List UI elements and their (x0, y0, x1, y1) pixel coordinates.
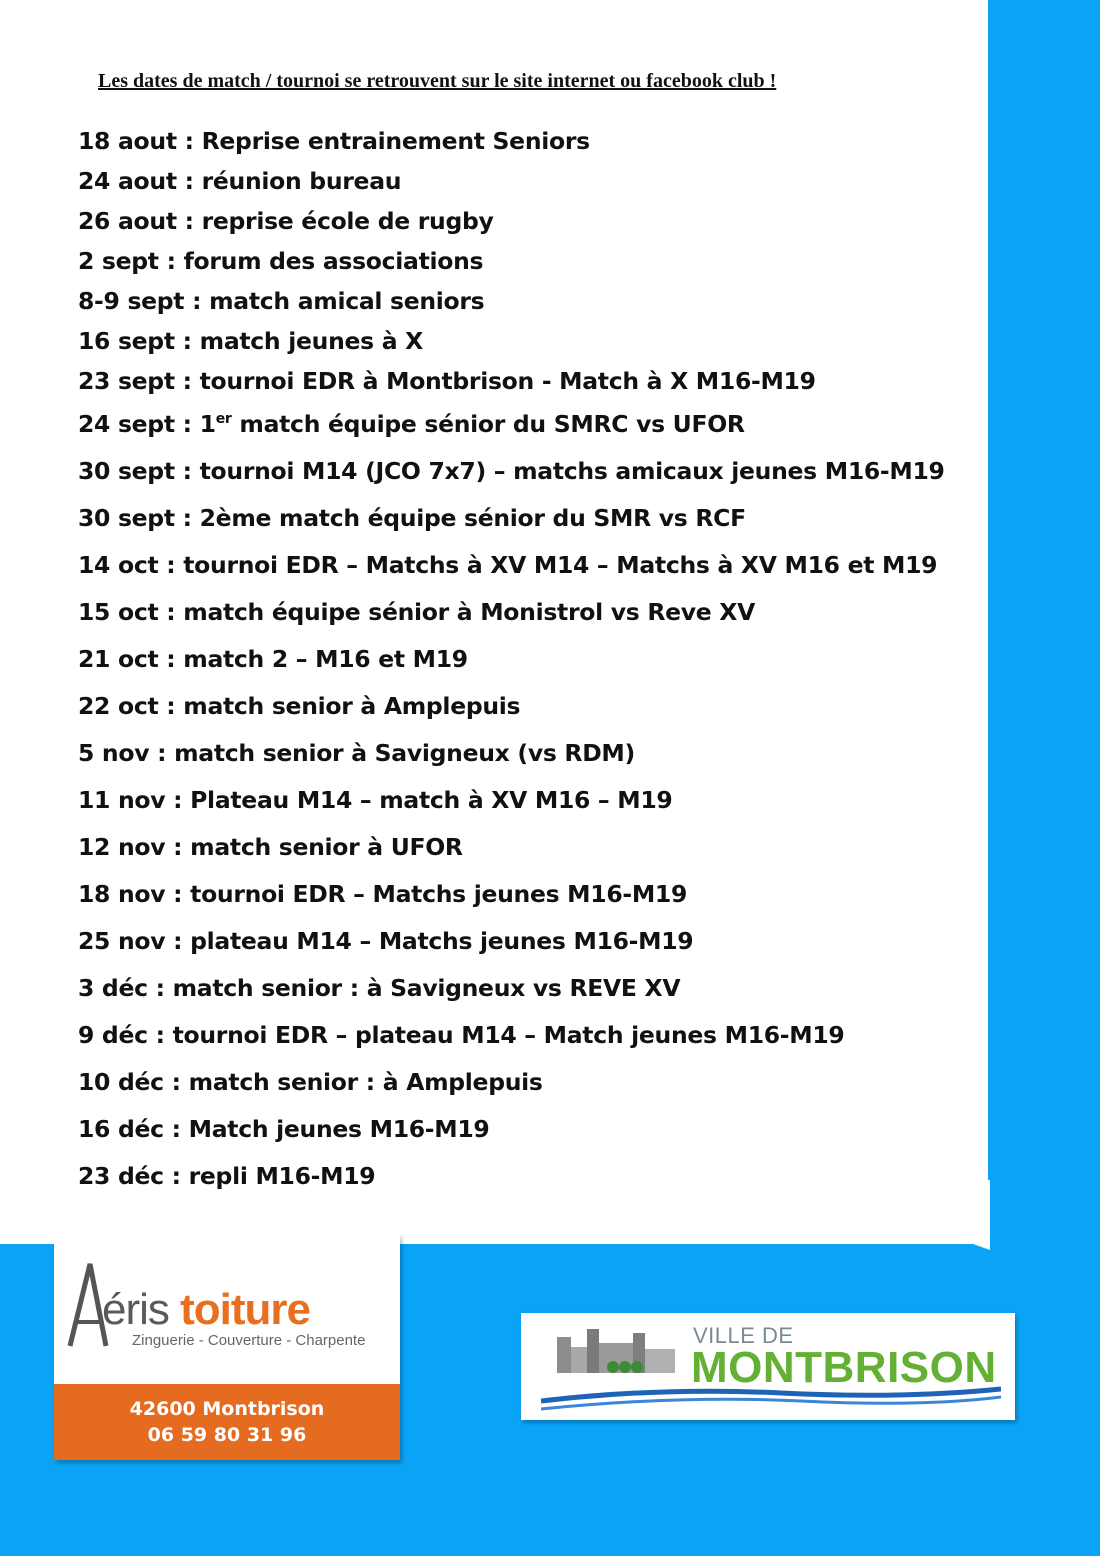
schedule-list (78, 121, 945, 1200)
schedule-item: 30 sept : 2ème match équipe sénior du SMR vs RCF (78, 504, 746, 532)
schedule-item (78, 401, 945, 448)
header-notice: Les dates de match / tournoi se retrouvent sur le site internet ou facebook club ! (98, 70, 777, 92)
schedule-item: 14 oct : tournoi EDR – Matchs à XV M14 – Matchs à XV M16 et M19 (78, 551, 938, 579)
schedule-item: 24 aout : réunion bureau (78, 167, 402, 195)
schedule-item: 23 déc : repli M16-M19 (78, 1162, 376, 1190)
schedule-item: 9 déc : tournoi EDR – plateau M14 – Match jeunes M16-M19 (78, 1021, 845, 1049)
montbrison-name: MONTBRISON (691, 1343, 997, 1392)
schedule-item: 30 sept : tournoi M14 (JCO 7x7) – matchs amicaux jeunes M16-M19 (78, 457, 945, 485)
schedule-item-text: 24 sept : 1 (78, 410, 216, 438)
aeris-contact-band (54, 1384, 400, 1460)
schedule-item: 18 nov : tournoi EDR – Matchs jeunes M16-M19 (78, 880, 688, 908)
schedule-item: 12 nov : match senior à UFOR (78, 833, 463, 861)
ordinal-superscript: er (215, 411, 232, 428)
schedule-item: 2 sept : forum des associations (78, 247, 484, 275)
schedule-item: 16 déc : Match jeunes M16-M19 (78, 1115, 490, 1143)
schedule-item: 11 nov : Plateau M14 – match à XV M16 – M19 (78, 786, 673, 814)
montbrison-sponsor-card (521, 1313, 1015, 1420)
aeris-name-highlight: toiture (180, 1285, 311, 1334)
schedule-item-text: match équipe sénior du SMRC vs UFOR (231, 410, 745, 438)
aeris-tagline: Zinguerie - Couverture - Charpente (132, 1332, 366, 1349)
ville-de-label: VILLE DE (693, 1323, 794, 1348)
schedule-item: 22 oct : match senior à Amplepuis (78, 692, 521, 720)
aeris-address: 42600 Montbrison (129, 1398, 325, 1420)
town-skyline-icon (549, 1323, 689, 1383)
aeris-brand-name (102, 1285, 311, 1334)
schedule-item: 23 sept : tournoi EDR à Montbrison - Match à X M16-M19 (78, 367, 816, 395)
schedule-item: 3 déc : match senior : à Savigneux vs REVE XV (78, 974, 681, 1002)
schedule-item: 8-9 sept : match amical seniors (78, 287, 485, 315)
aeris-phone: 06 59 80 31 96 (147, 1424, 307, 1446)
schedule-item: 10 déc : match senior : à Amplepuis (78, 1068, 543, 1096)
aeris-sponsor-card (54, 1234, 400, 1460)
schedule-item: 21 oct : match 2 – M16 et M19 (78, 645, 468, 673)
schedule-item: 16 sept : match jeunes à X (78, 327, 423, 355)
schedule-item: 5 nov : match senior à Savigneux (vs RDM) (78, 739, 635, 767)
schedule-item: 18 aout : Reprise entrainement Seniors (78, 127, 590, 155)
aeris-name-part: éris (102, 1285, 169, 1334)
blue-wave-icon (541, 1379, 1001, 1415)
schedule-item: 26 aout : reprise école de rugby (78, 207, 494, 235)
schedule-item: 15 oct : match équipe sénior à Monistrol vs Reve XV (78, 598, 755, 626)
schedule-item: 25 nov : plateau M14 – Matchs jeunes M16-M19 (78, 927, 694, 955)
